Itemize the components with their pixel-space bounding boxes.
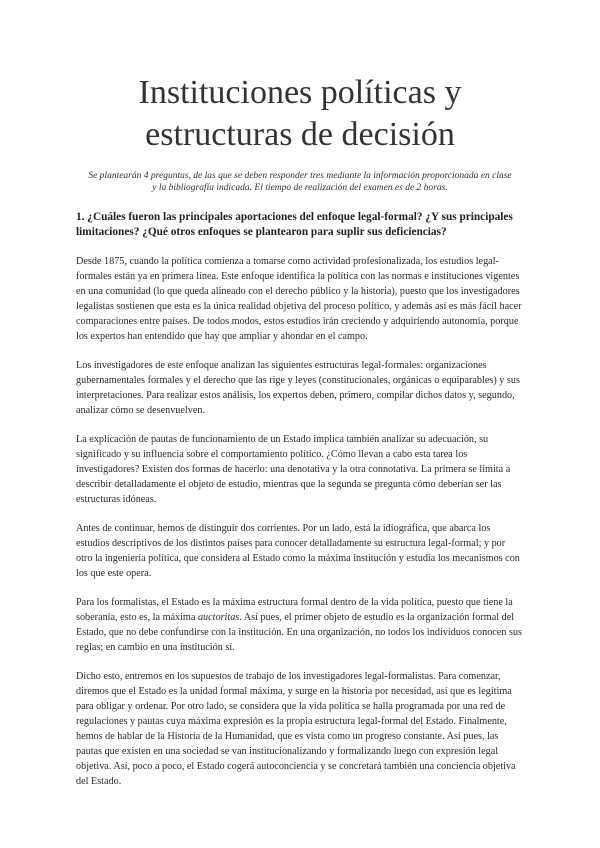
paragraph-text: Para los formalistas, el Estado es la máxima estructura formal dentro de la vida política, puesto que tiene la soberanía, esto es, la máxima	[76, 597, 513, 623]
paragraph: Dicho esto, entremos en los supuestos de trabajo de los investigadores legal-formalistas. Para comenzar, diremos que el Estado es la unidad formal máxima, y surge en la historia por necesidad, así que es legítima para obligar y ordenar. Por otro lado, se considera que la vida política se halla programada por una red de regulaciones y pautas cuya máxima expresión es la propia estructura legal-formal del Estado. Finalmente, hemos de hablar de la Historia de la Humanidad, que es vista como un progreso constante. Así pues, las pautas que existen en una sociedad se van institucionalizando y formalizando luego con expresión legal objetiva. Así, poco a poco, el Estado cogerá autoconciencia y se concretará también una conciencia objetiva del Estado.	[76, 671, 516, 787]
paragraph: Los investigadores de este enfoque analizan las siguientes estructuras legal-formales: organizaciones gubernamentales formales y el derecho que las rige y leyes (constitucionales, orgánicas o equiparables) y sus interpretaciones. Para realizar estos análisis, los expertos deben, primero, compilar dichos datos y, segundo, analizar cómo se desenvuelven.	[76, 360, 520, 416]
question-heading: 1. ¿Cuáles fueron las principales aportaciones del enfoque legal-formal? ¿Y sus principales limitaciones? ¿Qué otros enfoques se plantearon para suplir sus deficiencias?	[76, 211, 513, 238]
paragraph-formalists	[76, 595, 524, 655]
document-title: Instituciones políticas y estructuras de decisión	[138, 74, 462, 153]
paragraph: La explicación de pautas de funcionamiento de un Estado implica también analizar su adecuación, su significado y su influencia sobre el comportamiento político. ¿Cómo llevan a cabo esta tarea los investigadores? Existen dos formas de hacerlo: una denotativa y la otra connotativa. La primera se limita a describir detalladamente el objeto de estudio, mientras que la segunda se pregunta cómo deberían ser las estructuras idóneas.	[76, 434, 511, 505]
italic-term: auctoritas	[197, 612, 240, 623]
paragraph: Desde 1875, cuando la política comienza a tomarse como actividad profesionalizada, los estudios legal-formales están ya en primera línea. Este enfoque identifica la política con las normas e instituciones vigentes en una comunidad (lo que queda alineado con el derecho público y la historia), puesto que los investigadores legalistas sostienen que esta es la única realidad objetiva del proceso político, y además así es más fácil hacer comparaciones entre países. De todos modos, estos estudios irán creciendo y adquiriendo autonomía, porque los expertos han entendido que hay que ampliar y ahondar en el campo.	[76, 256, 522, 342]
exam-instructions: Se plantearán 4 preguntas, de las que se deben responder tres mediante la información proporcionada en clase y la bibliografía indicada. El tiempo de realización del examen es de 2 horas.	[88, 171, 512, 193]
paragraph: Antes de continuar, hemos de distinguir dos corrientes. Por un lado, está la idiográfica, que abarca los estudios descriptivos de los distintos países para conocer detalladamente su estructura legal-formal; y por otro la ingeniería política, que considera al Estado como la máxima institución y estudia los mecanismos con los que este opera.	[76, 523, 520, 579]
paragraph-text: . Así pues, el primer objeto de estudio es la organización formal del Estado, que no debe confundirse con la institución. En una organización, no todos los individuos conocen sus reglas; en cambio en una institución sí.	[76, 612, 522, 653]
